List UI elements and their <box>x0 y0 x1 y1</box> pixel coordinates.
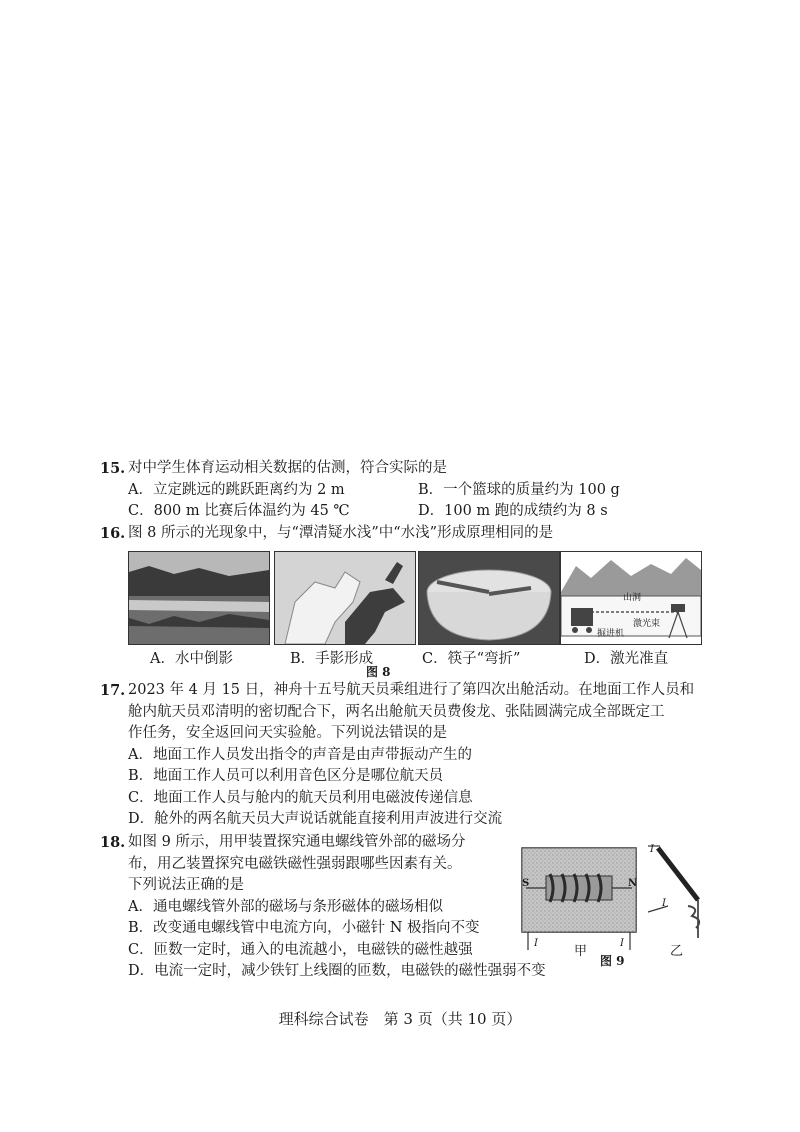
figure-9-label: 图 9 <box>600 954 625 968</box>
option-b: B．地面工作人员可以利用音色区分是哪位航天员 <box>128 768 444 784</box>
option-a: A．通电螺线管外部的磁场与条形磁体的磁场相似 <box>128 898 443 915</box>
option-c: C．800 m 比赛后体温约为 45 ℃ <box>128 503 350 519</box>
option-a: A．立定跳远的跳跃距离约为 2 m <box>128 481 345 498</box>
n-pole-label: N <box>628 878 638 889</box>
option-row <box>100 501 740 523</box>
device-yi-label: 乙 <box>670 944 684 959</box>
stem-line: 舱内航天员邓清明的密切配合下，两名出舱航天员费俊龙、张陆圆满完成全部既定工 <box>128 703 665 720</box>
question-stem <box>100 458 740 480</box>
figure-8 <box>128 551 728 681</box>
stem-text: 图 8 所示的光现象中，与“潭清疑水浅”中“水浅”形成原理相同的是 <box>128 525 554 541</box>
option-c: C．匝数一定时，通入的电流越小，电磁铁的磁性越强 <box>128 941 473 958</box>
question-17 <box>100 680 740 831</box>
option-d: D．100 m 跑的成绩约为 8 s <box>418 503 608 519</box>
current-label: I <box>650 844 654 855</box>
page-footer: 理科综合试卷 第 3 页（共 10 页） <box>278 1010 522 1028</box>
option-a: A．地面工作人员发出指令的声音是由声带振动产生的 <box>128 746 472 763</box>
question-stem <box>100 680 740 702</box>
option-d: D．电流一定时，减少铁钉上线圈的匝数，电磁铁的磁性强弱不变 <box>128 963 546 979</box>
question-number: 15. <box>100 460 126 477</box>
stem-line: 布，用乙装置探究电磁铁磁性强弱跟哪些因素有关。 <box>128 855 462 872</box>
s-pole-label: S <box>522 878 530 889</box>
stem-line: 作任务，安全返回问天实验舱。下列说法错误的是 <box>128 725 447 741</box>
question-number: 17. <box>100 682 126 699</box>
question-stem <box>100 523 740 545</box>
caption-d: D．激光准直 <box>584 651 669 667</box>
option-c: C．地面工作人员与舱内的航天员利用电磁波传递信息 <box>128 789 473 806</box>
solenoid-device <box>520 846 638 959</box>
stem-line: 2023 年 4 月 15 日，神舟十五号航天员乘组进行了第四次出舱活动。在地面工作人员和 <box>128 682 695 698</box>
option-b: B．一个篮球的质量约为 100 g <box>418 481 620 498</box>
question-number: 18. <box>100 834 126 851</box>
cave-label: 山洞 <box>623 593 642 603</box>
caption-b: B．手影形成 <box>290 651 374 667</box>
caption-a: A．水中倒影 <box>150 651 233 667</box>
question-15 <box>100 458 740 523</box>
laser-diagram <box>560 551 702 645</box>
figure-8-label: 图 8 <box>366 665 391 679</box>
figure-9 <box>520 836 730 972</box>
option-row <box>100 480 740 502</box>
question-number: 16. <box>100 525 126 542</box>
device-jia-label: 甲 <box>574 944 588 959</box>
caption-c: C．筷子“弯折” <box>422 651 521 667</box>
laser-beam-label: 激光束 <box>633 619 661 629</box>
chopstick-photo <box>418 551 560 645</box>
question-16 <box>100 523 740 545</box>
current-label: I <box>662 898 666 909</box>
option-d: D．舱外的两名航天员大声说话就能直接利用声波进行交流 <box>128 811 503 827</box>
electromagnet-device <box>648 836 728 959</box>
stem-line: 下列说法正确的是 <box>128 877 244 893</box>
current-label: I <box>620 938 624 949</box>
reflection-photo <box>128 551 270 645</box>
current-label: I <box>534 938 538 949</box>
option-b: B．改变通电螺线管中电流方向，小磁针 N 极指向不变 <box>128 920 480 936</box>
tunnel-boring-machine-label: 掘进机 <box>597 629 625 639</box>
hand-shadow-photo <box>274 551 416 645</box>
stem-line: 如图 9 所示，用甲装置探究通电螺线管外部的磁场分 <box>128 834 466 850</box>
stem-text: 对中学生体育运动相关数据的估测，符合实际的是 <box>128 460 447 476</box>
